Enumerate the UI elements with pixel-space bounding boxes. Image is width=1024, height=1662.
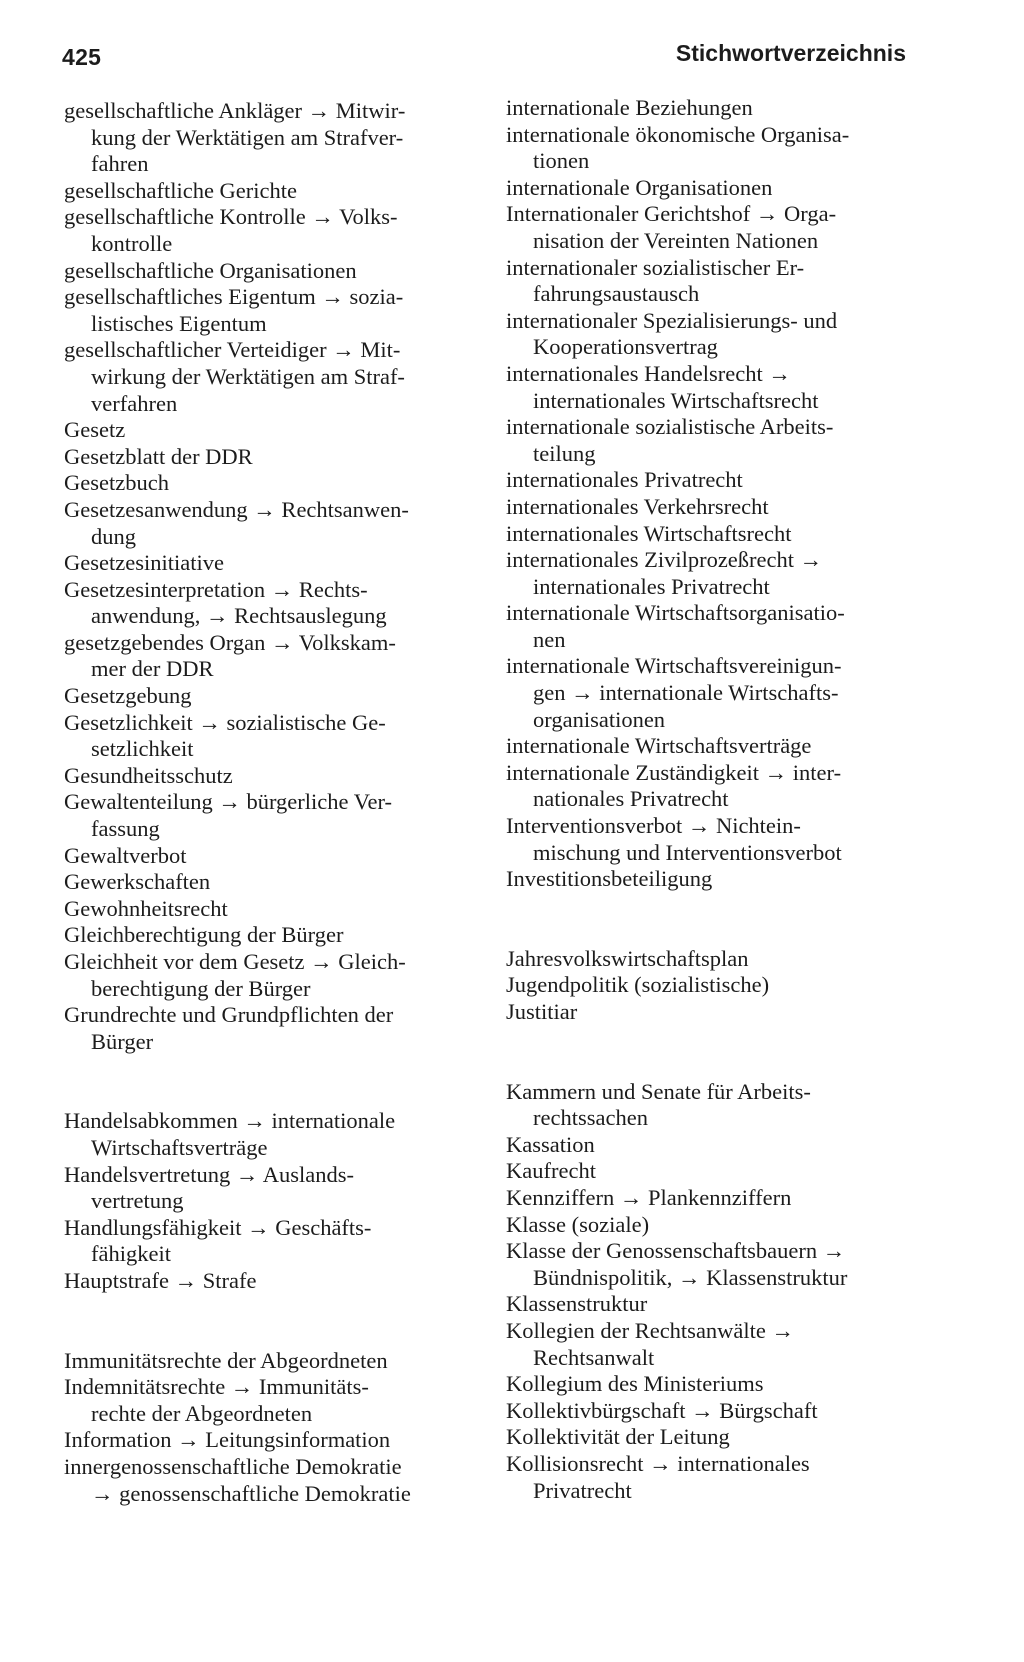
index-entry <box>506 972 926 999</box>
index-term-line: Handelsabkommen → internationale <box>64 1108 396 1134</box>
index-entry <box>64 922 484 949</box>
index-entry <box>64 843 484 870</box>
index-term-line: Gesetzgebung <box>64 683 192 709</box>
index-entry <box>506 946 926 973</box>
running-title: Stichwortverzeichnis <box>675 40 906 66</box>
index-entry <box>64 763 484 790</box>
index-term-line: internationale ökonomische Organisa- <box>506 121 850 147</box>
index-term-line: Kollisionsrecht → internationales <box>506 1450 810 1476</box>
right-index-column <box>506 95 926 1504</box>
index-entry <box>506 600 926 653</box>
index-continuation-line: Bündnispolitik, → Klassenstruktur <box>533 1264 848 1290</box>
letter-group <box>64 1108 484 1294</box>
index-term-line: Kollegien der Rechtsanwälte → <box>506 1317 795 1343</box>
index-term-line: internationales Privatrecht <box>506 467 743 493</box>
index-entry <box>506 467 926 494</box>
index-continuation-line: mischung und Interventionsverbot <box>533 839 842 865</box>
index-continuation-line: gen → internationale Wirtschafts- <box>533 680 839 706</box>
index-entry <box>506 813 926 866</box>
index-entry <box>506 1424 926 1451</box>
index-continuation-line: nisation der Vereinten Nationen <box>533 227 819 253</box>
index-continuation-line: dung <box>91 523 136 549</box>
index-term-line: internationales Handelsrecht → <box>506 360 791 386</box>
index-term-line: Kassation <box>506 1131 595 1157</box>
index-term-line: Internationaler Gerichtshof → Orga- <box>506 201 837 227</box>
index-entry <box>64 470 484 497</box>
index-continuation-line: verfahren <box>91 390 178 416</box>
index-entry <box>506 1398 926 1425</box>
index-term-line: Klassenstruktur <box>506 1291 648 1317</box>
index-entry <box>64 258 484 285</box>
index-term-line: internationale Wirtschaftsvereinigun- <box>506 653 842 679</box>
index-term-line: gesellschaftliche Gerichte <box>64 177 298 203</box>
letter-group <box>506 95 926 893</box>
index-continuation-line: listisches Eigentum <box>91 310 267 336</box>
index-entry <box>64 550 484 577</box>
index-term-line: Kollektivbürgschaft → Bürgschaft <box>506 1397 818 1423</box>
index-term-line: Klasse der Genossenschaftsbauern → <box>506 1238 846 1264</box>
index-term-line: Grundrechte und Grundpflichten der <box>64 1002 394 1028</box>
index-term-line: gesellschaftliches Eigentum → sozia- <box>64 284 404 310</box>
index-continuation-line: internationales Wirtschaftsrecht <box>533 387 819 413</box>
index-entry <box>506 494 926 521</box>
index-term-line: Jugendpolitik (sozialistische) <box>506 972 770 998</box>
index-entry <box>506 1451 926 1504</box>
index-term-line: Gesetzblatt der DDR <box>64 443 253 469</box>
index-entry <box>506 1371 926 1398</box>
index-entry <box>506 414 926 467</box>
index-continuation-line: tionen <box>533 148 590 174</box>
letter-group <box>64 1348 484 1508</box>
index-entry <box>506 1238 926 1291</box>
index-term-line: internationales Verkehrsrecht <box>506 493 769 519</box>
index-entry <box>506 1079 926 1132</box>
index-term-line: Gesetzesinitiative <box>64 550 224 576</box>
index-term-line: gesellschaftlicher Verteidiger → Mit- <box>64 337 401 363</box>
index-entry <box>64 869 484 896</box>
index-term-line: Gewerkschaften <box>64 869 211 895</box>
index-entry <box>506 1185 926 1212</box>
index-entry <box>506 308 926 361</box>
index-term-line: Immunitätsrechte der Abgeordneten <box>64 1347 388 1373</box>
letter-group-spacer <box>64 1055 484 1108</box>
index-entry <box>506 733 926 760</box>
index-continuation-line: internationales Privatrecht <box>533 573 770 599</box>
index-term-line: Handelsvertretung → Auslands- <box>64 1161 354 1187</box>
index-continuation-line: rechtssachen <box>533 1105 648 1131</box>
index-continuation-line: fahren <box>91 151 149 177</box>
index-term-line: Klasse (soziale) <box>506 1211 650 1237</box>
index-term-line: internationale Organisationen <box>506 174 773 200</box>
index-continuation-line: teilung <box>533 440 596 466</box>
index-entry <box>64 98 484 178</box>
index-continuation-line: organisationen <box>533 706 666 732</box>
index-continuation-line: fahrungsaustausch <box>533 281 700 307</box>
index-entry <box>64 1268 484 1295</box>
index-term-line: Gesetz <box>64 417 126 443</box>
index-term-line: Kollegium des Ministeriums <box>506 1371 764 1397</box>
index-term-line: internationales Zivilprozeßrecht → <box>506 547 823 573</box>
index-entry <box>64 683 484 710</box>
index-continuation-line: Bürger <box>91 1028 154 1054</box>
index-term-line: Gesetzesanwendung → Rechtsanwen- <box>64 496 409 522</box>
index-entry <box>64 497 484 550</box>
index-entry <box>64 1427 484 1454</box>
letter-group <box>506 946 926 1026</box>
letter-group-spacer <box>64 1295 484 1348</box>
index-entry <box>506 1132 926 1159</box>
index-continuation-line: fassung <box>91 816 160 842</box>
index-term-line: internationaler Spezialisierungs- und <box>506 307 838 333</box>
index-continuation-line: Wirtschaftsverträge <box>91 1134 268 1160</box>
index-entry <box>506 95 926 122</box>
index-continuation-line: → genossenschaftliche Demokratie <box>91 1480 411 1506</box>
index-entry <box>506 1212 926 1239</box>
index-entry <box>506 175 926 202</box>
index-entry <box>64 949 484 1002</box>
index-term-line: Jahresvolkswirtschaftsplan <box>506 945 749 971</box>
index-term-line: internationaler sozialistischer Er- <box>506 254 805 280</box>
index-term-line: Information → Leitungsinformation <box>64 1427 391 1453</box>
index-term-line: Kammern und Senate für Arbeits- <box>506 1078 811 1104</box>
index-entry <box>64 577 484 630</box>
index-continuation-line: nen <box>533 626 566 652</box>
index-term-line: Indemnitätsrechte → Immunitäts- <box>64 1374 369 1400</box>
index-continuation-line: berechtigung der Bürger <box>91 975 311 1001</box>
index-term-line: gesetzgebendes Organ → Volkskam- <box>64 629 396 655</box>
index-term-line: Gleichheit vor dem Gesetz → Gleich- <box>64 949 406 974</box>
index-entry <box>506 1158 926 1185</box>
index-term-line: Justitiar <box>506 999 578 1024</box>
index-term-line: Hauptstrafe → Strafe <box>64 1267 257 1293</box>
index-term-line: Gesetzbuch <box>64 470 169 496</box>
index-entry <box>64 1454 484 1507</box>
letter-group-spacer <box>506 893 926 946</box>
index-continuation-line: nationales Privatrecht <box>533 786 729 812</box>
index-term-line: Gleichberechtigung der Bürger <box>64 922 344 948</box>
index-term-line: internationale Wirtschaftsorganisatio- <box>506 600 845 626</box>
index-term-line: Gesetzlichkeit → sozialistische Ge- <box>64 709 386 735</box>
index-term-line: Gewaltenteilung → bürgerliche Ver- <box>64 789 392 815</box>
index-entry <box>64 1215 484 1268</box>
index-entry <box>506 866 926 893</box>
index-term-line: Kennziffern → Plankennziffern <box>506 1184 792 1210</box>
index-entry <box>506 255 926 308</box>
index-entry <box>64 1374 484 1427</box>
index-term-line: internationale Zuständigkeit → inter- <box>506 759 842 785</box>
index-entry <box>64 710 484 763</box>
letter-group <box>64 98 484 1055</box>
index-continuation-line: wirkung der Werktätigen am Straf- <box>91 363 405 389</box>
index-continuation-line: fähigkeit <box>91 1241 171 1267</box>
index-entry <box>506 653 926 733</box>
index-term-line: Interventionsverbot → Nichtein- <box>506 813 801 839</box>
index-term-line: Gesundheitsschutz <box>64 762 233 788</box>
index-term-line: internationale Beziehungen <box>506 95 753 120</box>
index-entry <box>506 201 926 254</box>
index-term-line: Gewohnheitsrecht <box>64 895 228 921</box>
index-entry <box>64 178 484 205</box>
index-term-line: Gesetzesinterpretation → Rechts- <box>64 576 368 602</box>
index-entry <box>64 417 484 444</box>
index-entry <box>506 122 926 175</box>
index-entry <box>506 547 926 600</box>
index-term-line: Gewaltverbot <box>64 842 187 868</box>
index-entry <box>64 1162 484 1215</box>
index-continuation-line: rechte der Abgeordneten <box>91 1400 313 1426</box>
index-entry <box>64 284 484 337</box>
index-term-line: internationale sozialistische Arbeits- <box>506 414 834 440</box>
index-continuation-line: mer der DDR <box>91 656 214 682</box>
index-continuation-line: setzlichkeit <box>91 736 194 762</box>
letter-group-spacer <box>506 1026 926 1079</box>
index-term-line: Kollektivität der Leitung <box>506 1424 730 1450</box>
index-continuation-line: kontrolle <box>91 230 173 256</box>
index-term-line: gesellschaftliche Kontrolle → Volks- <box>64 204 398 230</box>
index-term-line: Investitionsbeteiligung <box>506 866 713 892</box>
index-term-line: internationale Wirtschaftsverträge <box>506 733 812 759</box>
index-continuation-line: Privatrecht <box>533 1477 632 1503</box>
index-entry <box>64 789 484 842</box>
index-entry <box>64 630 484 683</box>
index-continuation-line: kung der Werktätigen am Strafver- <box>91 124 404 150</box>
index-term-line: gesellschaftliche Ankläger → Mitwir- <box>64 98 406 123</box>
index-term-line: gesellschaftliche Organisationen <box>64 257 357 283</box>
index-term-line: innergenossenschaftliche Demokratie <box>64 1453 402 1479</box>
index-term-line: Kaufrecht <box>506 1158 596 1184</box>
index-entry <box>64 337 484 417</box>
index-term-line: internationales Wirtschaftsrecht <box>506 520 792 546</box>
index-entry <box>506 999 926 1026</box>
left-index-column <box>64 98 484 1507</box>
index-entry <box>64 1348 484 1375</box>
index-continuation-line: Rechtsanwalt <box>533 1344 655 1370</box>
index-entry <box>506 1318 926 1371</box>
index-continuation-line: Kooperationsvertrag <box>533 334 718 360</box>
index-entry <box>506 760 926 813</box>
index-entry <box>64 204 484 257</box>
page-number: 425 <box>62 44 102 70</box>
letter-group <box>506 1079 926 1505</box>
index-entry <box>64 444 484 471</box>
index-entry <box>506 361 926 414</box>
index-entry <box>506 521 926 548</box>
index-continuation-line: anwendung, → Rechtsauslegung <box>91 603 387 629</box>
index-entry <box>64 1108 484 1161</box>
index-entry <box>64 896 484 923</box>
index-term-line: Handlungsfähigkeit → Geschäfts- <box>64 1214 372 1240</box>
index-entry <box>64 1002 484 1055</box>
index-entry <box>506 1291 926 1318</box>
index-continuation-line: vertretung <box>91 1188 184 1214</box>
